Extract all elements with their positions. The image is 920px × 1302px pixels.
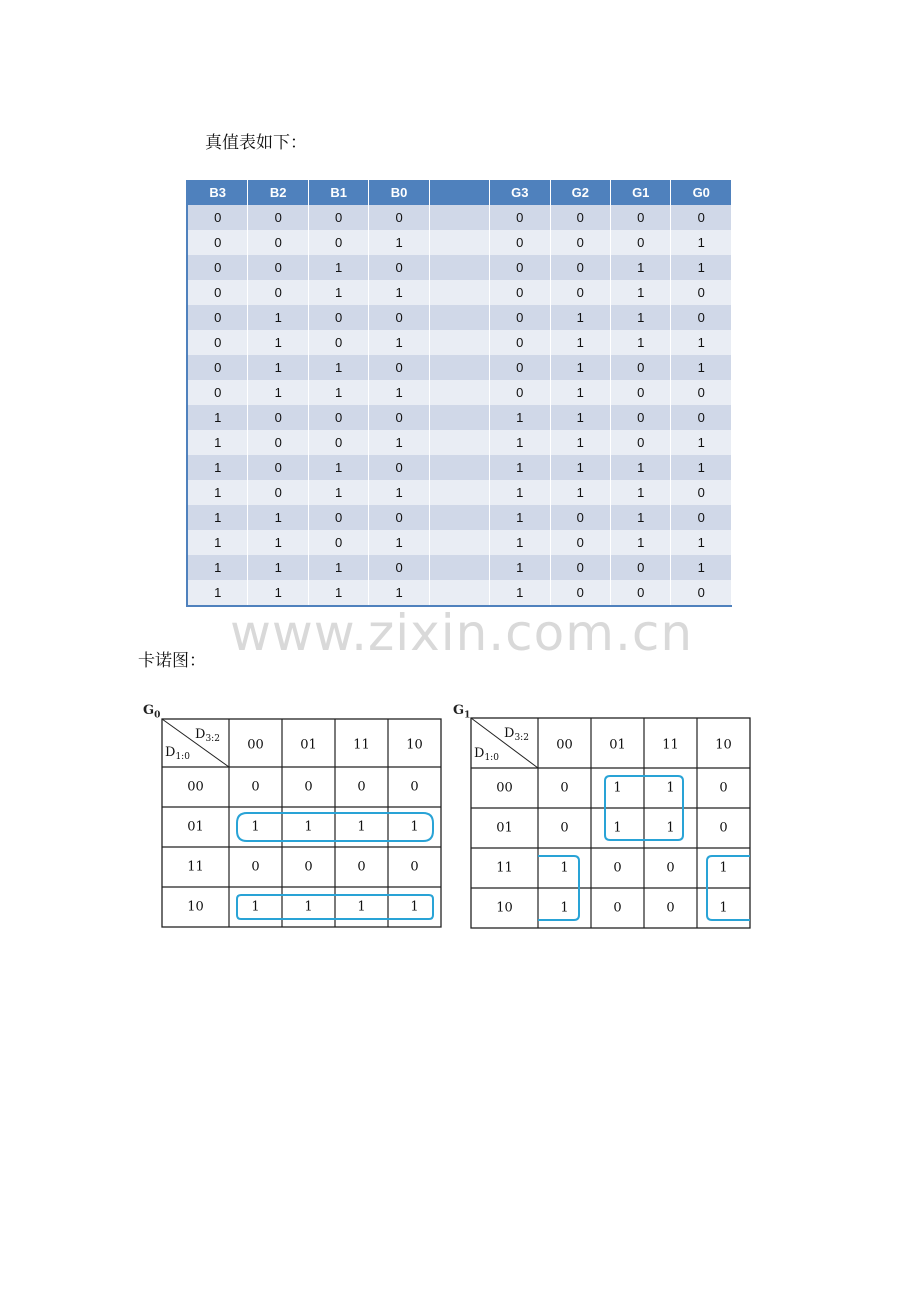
kmap-cell: 1: [304, 819, 313, 835]
header-b3: B3: [187, 180, 248, 205]
kmap-row-header: 11: [496, 860, 513, 876]
truth-table-cell: 1: [490, 455, 550, 480]
truth-table-cell: 1: [550, 480, 610, 505]
header-g1: G1: [611, 180, 671, 205]
truth-table-cell: 1: [369, 530, 429, 555]
truth-table-cell: 1: [671, 430, 732, 455]
kmap-cell: 1: [560, 860, 569, 876]
truth-table-cell: 1: [248, 380, 308, 405]
kmap-col-header: 10: [715, 737, 732, 753]
truth-table-cell: 1: [611, 455, 671, 480]
truth-table-cell: [429, 330, 489, 355]
truth-table-cell: 1: [308, 555, 368, 580]
truth-table: [186, 180, 732, 607]
truth-table-cell: 1: [308, 355, 368, 380]
truth-table-cell: 1: [611, 330, 671, 355]
truth-table-cell: 0: [490, 280, 550, 305]
truth-table-row: [187, 380, 732, 405]
kmap-cell: 0: [251, 859, 260, 875]
truth-table-cell: 1: [308, 580, 368, 606]
truth-table-cell: 0: [308, 205, 368, 230]
truth-table-cell: 0: [611, 580, 671, 606]
truth-table-cell: 1: [187, 555, 248, 580]
truth-table-cell: [429, 505, 489, 530]
truth-table-cell: 0: [369, 455, 429, 480]
truth-table-cell: 1: [248, 530, 308, 555]
kmap-col-header: 00: [556, 737, 573, 753]
truth-table-cell: 0: [248, 455, 308, 480]
kmap-col-header: 11: [662, 737, 679, 753]
truth-table-cell: 1: [248, 305, 308, 330]
truth-table-cell: 1: [248, 355, 308, 380]
kmap-corner-top-label: $D_{3:2}$: [195, 727, 220, 744]
truth-table-cell: 1: [671, 555, 732, 580]
kmap-cell: 0: [410, 859, 419, 875]
truth-table-cell: 1: [308, 455, 368, 480]
truth-table-cell: 0: [187, 230, 248, 255]
truth-table-cell: 1: [490, 480, 550, 505]
truth-table-cell: 1: [248, 505, 308, 530]
truth-table-cell: [429, 280, 489, 305]
kmap-cell: 0: [410, 779, 419, 795]
truth-table-cell: 1: [611, 305, 671, 330]
truth-table-cell: 1: [369, 430, 429, 455]
truth-table-cell: 0: [611, 555, 671, 580]
truth-table-cell: 1: [308, 480, 368, 505]
truth-table-cell: 1: [671, 530, 732, 555]
truth-table-cell: 1: [369, 480, 429, 505]
truth-table-cell: 0: [308, 230, 368, 255]
truth-table-cell: 1: [187, 530, 248, 555]
truth-table-header-row: [187, 180, 732, 205]
kmap-heading: 卡诺图：: [138, 651, 206, 671]
truth-table-cell: 0: [490, 305, 550, 330]
truth-table-cell: 0: [611, 430, 671, 455]
truth-table-cell: 0: [611, 405, 671, 430]
truth-table-body: [187, 205, 732, 606]
truth-table-cell: 0: [248, 280, 308, 305]
kmap-col-header: 01: [609, 737, 626, 753]
kmap-cell: 1: [357, 899, 366, 915]
truth-table-row: [187, 280, 732, 305]
truth-table-cell: 0: [550, 530, 610, 555]
truth-table-cell: 1: [611, 480, 671, 505]
kmap-corner-top-label: $D_{3:2}$: [504, 726, 529, 743]
truth-table-cell: 1: [490, 505, 550, 530]
header-b0: B0: [369, 180, 429, 205]
truth-table-cell: 0: [308, 305, 368, 330]
kmap-g1: [469, 716, 755, 932]
kmap-corner-bottom-label: $D_{1:0}$: [165, 745, 190, 762]
truth-table-cell: 1: [671, 330, 732, 355]
truth-table-cell: [429, 580, 489, 606]
truth-table-cell: 0: [369, 355, 429, 380]
truth-table-cell: [429, 480, 489, 505]
truth-table-cell: 1: [248, 580, 308, 606]
truth-table-cell: 0: [248, 430, 308, 455]
truth-table-cell: 0: [187, 280, 248, 305]
truth-table-cell: 0: [369, 405, 429, 430]
truth-table-row: [187, 255, 732, 280]
truth-table-cell: 1: [187, 405, 248, 430]
truth-table-cell: 0: [248, 230, 308, 255]
truth-table-cell: 1: [550, 455, 610, 480]
truth-table-cell: 0: [550, 280, 610, 305]
truth-table-cell: 1: [671, 230, 732, 255]
truth-table-cell: 0: [671, 480, 732, 505]
truth-table-cell: 1: [187, 480, 248, 505]
kmap-cell: 0: [719, 820, 728, 836]
truth-table-row: [187, 405, 732, 430]
truth-table-cell: 0: [611, 230, 671, 255]
truth-table-cell: 0: [671, 305, 732, 330]
truth-table-cell: 0: [490, 330, 550, 355]
kmap-cell: 0: [304, 859, 313, 875]
truth-table-cell: [429, 555, 489, 580]
kmap-cell: 0: [304, 779, 313, 795]
truth-table-cell: 0: [308, 405, 368, 430]
truth-table-cell: 0: [550, 505, 610, 530]
truth-table-cell: 1: [490, 555, 550, 580]
truth-table-cell: 1: [611, 505, 671, 530]
truth-table-cell: 1: [671, 255, 732, 280]
truth-table-cell: 1: [187, 505, 248, 530]
kmap-cell: 0: [357, 779, 366, 795]
kmap-row-header: 10: [187, 899, 204, 915]
truth-table-cell: [429, 530, 489, 555]
truth-table-cell: 0: [369, 205, 429, 230]
kmap-cell: 0: [666, 900, 675, 916]
kmap-col-header: 01: [300, 737, 317, 753]
truth-table-cell: 1: [248, 330, 308, 355]
kmap-cell: 0: [251, 779, 260, 795]
truth-table-cell: 1: [550, 330, 610, 355]
truth-table-row: [187, 305, 732, 330]
kmap-row-header: 01: [187, 819, 204, 835]
truth-table-cell: 1: [611, 280, 671, 305]
truth-table-cell: 0: [248, 480, 308, 505]
kmap-cell: 1: [560, 900, 569, 916]
truth-table-cell: 1: [187, 580, 248, 606]
truth-table-cell: 0: [490, 205, 550, 230]
truth-table-cell: 1: [550, 355, 610, 380]
truth-table-cell: 1: [550, 405, 610, 430]
truth-table-cell: [429, 430, 489, 455]
truth-table-cell: [429, 230, 489, 255]
truth-table-cell: 1: [369, 330, 429, 355]
truth-table-cell: 0: [308, 430, 368, 455]
kmap-cell: 1: [304, 899, 313, 915]
truth-table-cell: 1: [671, 355, 732, 380]
truth-table-cell: [429, 405, 489, 430]
truth-table-row: [187, 530, 732, 555]
kmap-row-header: 01: [496, 820, 513, 836]
kmap-cell: 1: [251, 819, 260, 835]
kmap-cell: 1: [613, 780, 622, 796]
truth-table-cell: 1: [369, 280, 429, 305]
kmap-col-header: 00: [247, 737, 264, 753]
kmap-cell: 1: [410, 819, 419, 835]
truth-table-cell: 1: [308, 255, 368, 280]
truth-table-cell: 1: [369, 230, 429, 255]
truth-table-cell: 0: [248, 205, 308, 230]
truth-table-cell: 0: [550, 580, 610, 606]
truth-table-row: [187, 205, 732, 230]
truth-table-cell: 0: [308, 505, 368, 530]
truth-table-cell: 0: [671, 580, 732, 606]
truth-table-cell: [429, 205, 489, 230]
truth-table-cell: 1: [671, 455, 732, 480]
truth-table-row: [187, 580, 732, 606]
header-b2: B2: [248, 180, 308, 205]
truth-table-cell: 1: [490, 530, 550, 555]
truth-table-cell: 0: [187, 355, 248, 380]
kmap-cell: 1: [251, 899, 260, 915]
truth-table-cell: [429, 380, 489, 405]
kmap-cell: 1: [613, 820, 622, 836]
truth-table-row: [187, 330, 732, 355]
truth-table-cell: 1: [550, 305, 610, 330]
truth-table-cell: 0: [369, 505, 429, 530]
kmap-corner-bottom-label: $D_{1:0}$: [474, 746, 499, 763]
truth-table-cell: 0: [490, 230, 550, 255]
kmap-g0: [160, 716, 444, 930]
header-b1: B1: [308, 180, 368, 205]
kmap-cell: 0: [613, 860, 622, 876]
truth-table-cell: 0: [550, 555, 610, 580]
truth-table-cell: 0: [671, 405, 732, 430]
truth-table-cell: 0: [187, 205, 248, 230]
truth-table-cell: 0: [671, 380, 732, 405]
truth-table-cell: 0: [671, 505, 732, 530]
kmap-cell: 1: [666, 780, 675, 796]
truth-table-cell: 1: [611, 255, 671, 280]
truth-table-cell: 0: [248, 255, 308, 280]
truth-table-cell: 1: [490, 430, 550, 455]
truth-table-cell: 0: [187, 305, 248, 330]
truth-table-cell: 1: [550, 380, 610, 405]
truth-table-cell: 1: [308, 380, 368, 405]
truth-table-row: [187, 430, 732, 455]
truth-table-cell: 0: [308, 330, 368, 355]
truth-table-row: [187, 230, 732, 255]
truth-table-cell: 0: [369, 255, 429, 280]
kmap-cell: 1: [666, 820, 675, 836]
truth-table-row: [187, 480, 732, 505]
kmap-cell: 1: [357, 819, 366, 835]
truth-table-cell: 1: [611, 530, 671, 555]
truth-table-cell: 1: [369, 380, 429, 405]
header-g0: G0: [671, 180, 732, 205]
kmap-row-header: 10: [496, 900, 513, 916]
truth-table-row: [187, 355, 732, 380]
truth-table-cell: 0: [308, 530, 368, 555]
truth-table-cell: 0: [671, 280, 732, 305]
truth-table-row: [187, 455, 732, 480]
kmap-g1-label: $G_1$: [453, 703, 471, 721]
truth-table-cell: 1: [490, 405, 550, 430]
truth-table-cell: 0: [369, 305, 429, 330]
truth-table-cell: 0: [490, 355, 550, 380]
truth-table-row: [187, 555, 732, 580]
kmap-col-header: 11: [353, 737, 370, 753]
truth-table-cell: 1: [308, 280, 368, 305]
truth-table-cell: 1: [187, 430, 248, 455]
header-g3: G3: [490, 180, 550, 205]
kmap-cell: 0: [613, 900, 622, 916]
truth-table-cell: 0: [187, 255, 248, 280]
truth-table-cell: 0: [611, 380, 671, 405]
truth-table-cell: 0: [550, 230, 610, 255]
truth-table-cell: 0: [611, 205, 671, 230]
kmap-g0-label: $G_0$: [143, 703, 161, 721]
kmap-col-header: 10: [406, 737, 423, 753]
truth-table-cell: 0: [611, 355, 671, 380]
header-g2: G2: [550, 180, 610, 205]
kmap-cell: 0: [560, 820, 569, 836]
truth-table-cell: 0: [369, 555, 429, 580]
kmap-cell: 1: [719, 900, 728, 916]
truth-table-cell: 0: [187, 380, 248, 405]
header-separator: [429, 180, 489, 205]
kmap-cell: 0: [357, 859, 366, 875]
truth-table-cell: 1: [187, 455, 248, 480]
truth-table-cell: 0: [187, 330, 248, 355]
truth-table-cell: 0: [550, 205, 610, 230]
kmap-cell: 0: [666, 860, 675, 876]
truth-table-cell: [429, 255, 489, 280]
truth-table-cell: [429, 355, 489, 380]
truth-table-heading: 真值表如下：: [205, 133, 307, 153]
truth-table-cell: 1: [369, 580, 429, 606]
truth-table-cell: 0: [671, 205, 732, 230]
truth-table-cell: 0: [490, 255, 550, 280]
watermark: www.zixin.com.cn: [230, 604, 694, 662]
truth-table-cell: 1: [550, 430, 610, 455]
kmap-cell: 0: [719, 780, 728, 796]
truth-table-cell: [429, 305, 489, 330]
truth-table-cell: 0: [248, 405, 308, 430]
kmap-cell: 1: [719, 860, 728, 876]
kmap-cell: 0: [560, 780, 569, 796]
truth-table-cell: 0: [550, 255, 610, 280]
truth-table-cell: 0: [490, 380, 550, 405]
truth-table-row: [187, 505, 732, 530]
truth-table-cell: [429, 455, 489, 480]
kmap-row-header: 00: [187, 779, 204, 795]
truth-table-cell: 1: [490, 580, 550, 606]
kmap-cell: 1: [410, 899, 419, 915]
kmap-row-header: 00: [496, 780, 513, 796]
truth-table-cell: 1: [248, 555, 308, 580]
kmap-row-header: 11: [187, 859, 204, 875]
